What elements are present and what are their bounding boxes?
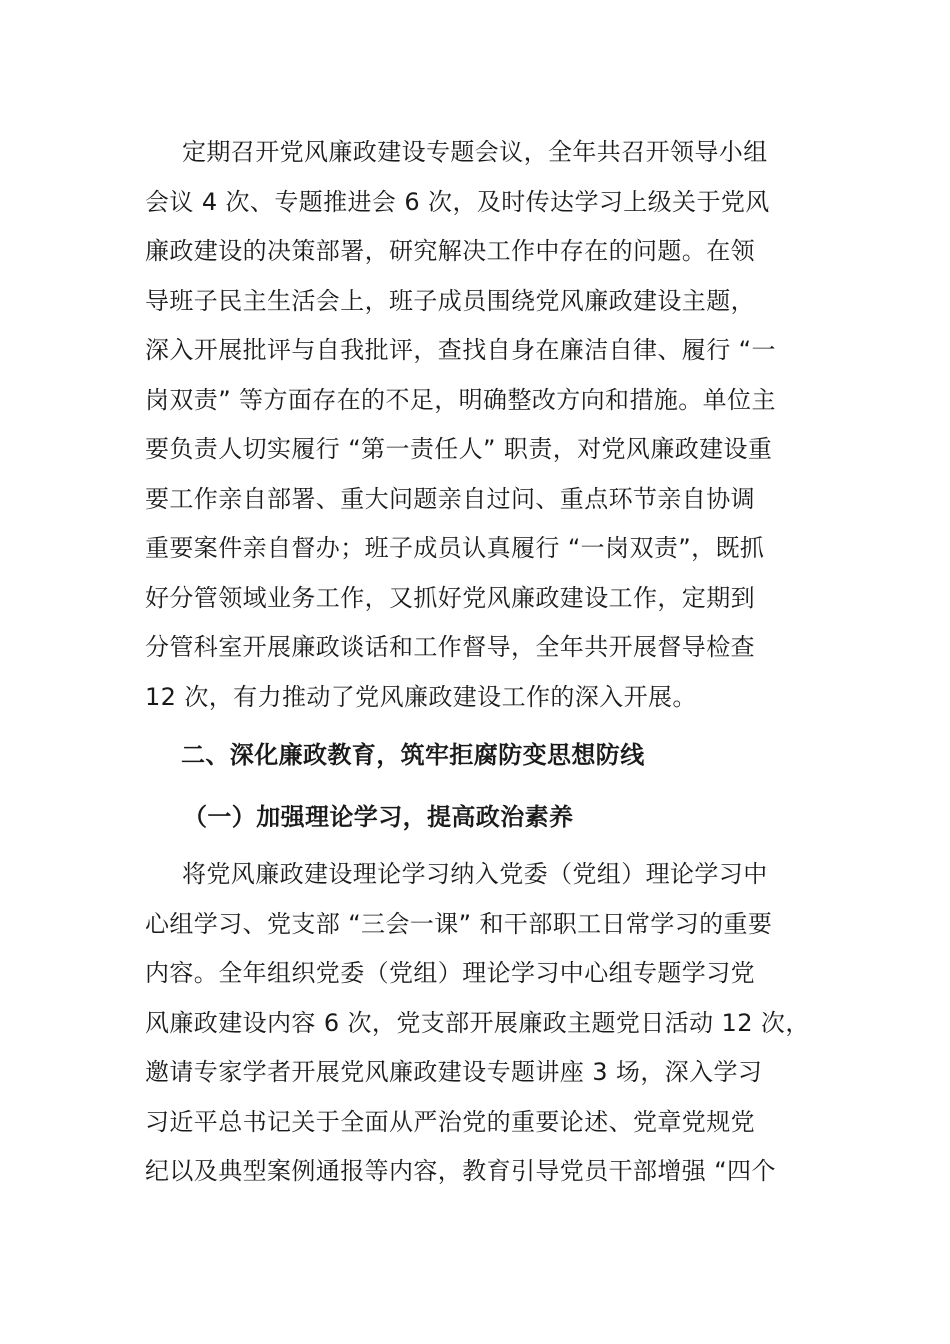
paragraph-line: 风廉政建设内容 6 次，党支部开展廉政主题党日活动 12 次，	[145, 1008, 810, 1037]
paragraph-line: 深入开展批评与自我批评，查找自身在廉洁自律、履行 “一	[145, 336, 776, 364]
paragraph-line: 习近平总书记关于全面从严治党的重要论述、党章党规党	[145, 1107, 755, 1136]
paragraph-line: 要负责人切实履行 “第一责任人” 职责，对党风廉政建设重	[145, 435, 773, 463]
paragraph-responsibility-meetings	[145, 128, 835, 722]
subsection-heading: （一）加强理论学习，提高政治素养	[183, 803, 574, 831]
paragraph-line: 导班子民主生活会上，班子成员围绕党风廉政建设主题，	[145, 286, 755, 315]
paragraph-line: 纪以及典型案例通报等内容，教育引导党员干部增强 “四个	[145, 1157, 776, 1185]
document-body	[145, 128, 835, 1197]
paragraph-line: 邀请专家学者开展党风廉政建设专题讲座 3 场，深入学习	[145, 1058, 763, 1086]
paragraph-line: 内容。全年组织党委（党组）理论学习中心组专题学习党	[145, 959, 755, 987]
paragraph-line: 会议 4 次、专题推进会 6 次，及时传达学习上级关于党风	[145, 187, 770, 216]
paragraph-line: 岗双责” 等方面存在的不足，明确整改方向和措施。单位主	[145, 385, 776, 414]
paragraph-line: 分管科室开展廉政谈话和工作督导，全年共开展督导检查	[145, 633, 755, 661]
paragraph-line: 12 次，有力推动了党风廉政建设工作的深入开展。	[145, 682, 697, 711]
paragraph-line: 好分管领域业务工作，又抓好党风廉政建设工作，定期到	[145, 583, 755, 612]
section-heading: 二、深化廉政教育，筑牢拒腐防变思想防线	[181, 741, 645, 769]
paragraph-line: 廉政建设的决策部署，研究解决工作中存在的问题。在领	[145, 237, 755, 265]
paragraph-line: 定期召开党风廉政建设专题会议，全年共召开领导小组	[182, 138, 768, 166]
paragraph-theory-study	[145, 850, 835, 1197]
paragraph-line: 要工作亲自部署、重大问题亲自过问、重点环节亲自协调	[145, 484, 755, 513]
paragraph-line: 重要案件亲自督办；班子成员认真履行 “一岗双责”，既抓	[145, 534, 765, 562]
paragraph-line: 将党风廉政建设理论学习纳入党委（党组）理论学习中	[182, 860, 768, 888]
paragraph-line: 心组学习、党支部 “三会一课” 和干部职工日常学习的重要	[145, 909, 773, 938]
